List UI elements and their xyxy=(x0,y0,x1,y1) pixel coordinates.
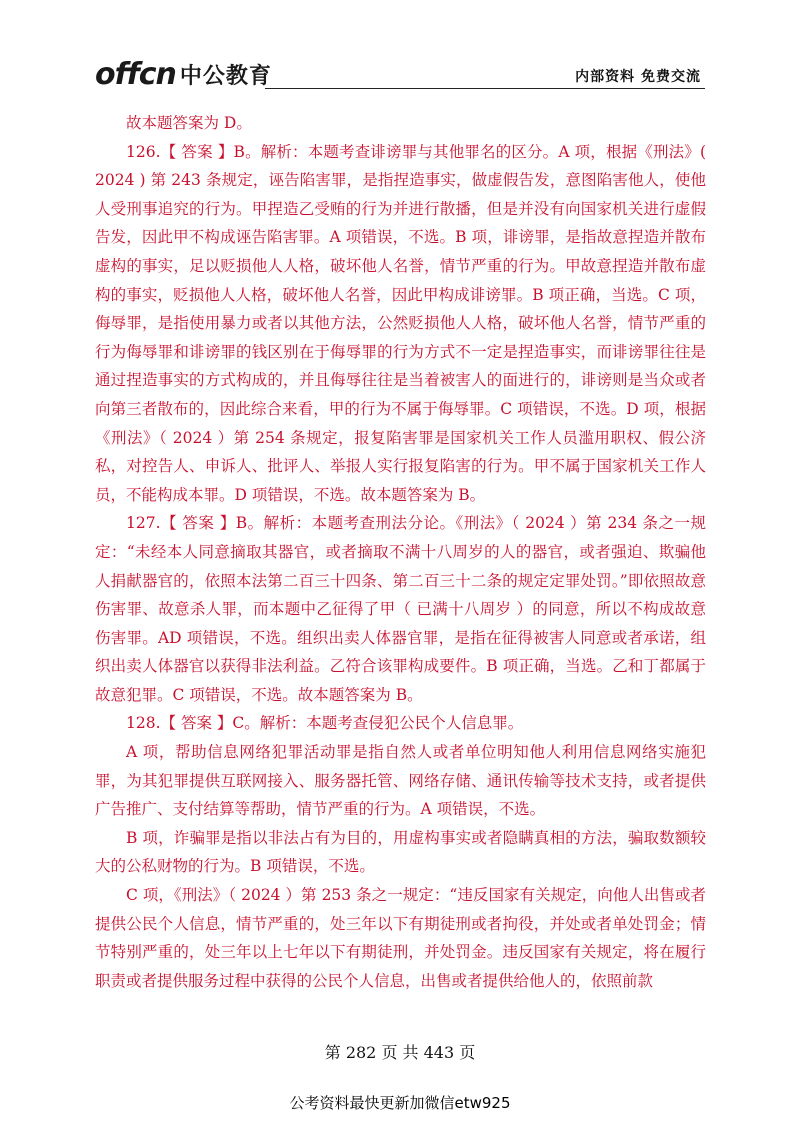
header-rule xyxy=(265,88,705,89)
paragraph-6: C 项，《刑法》（ 2024 ）第 253 条之一规定：“违反国家有关规定，向他人出售或者提供公民个人信息，情节严重的，处三年以下有期徒刑或者拘役，并处或者单处罚金；情节特别严重的，处三年以上七年以下有期徒刑，并处罚金。违反国家有关规定，将在履行职责或者提供服务过程中获得的公民个人信息，出售或者提供给他人的，依照前款 xyxy=(95,886,706,990)
paragraph-0: 故本题答案为 D。 xyxy=(126,114,252,132)
paragraph-5: B 项，诈骗罪是指以非法占有为目的，用虚构事实或者隐瞒真相的方法，骗取数额较大的公私财物的行为。B 项错误，不选。 xyxy=(95,828,706,876)
page-header xyxy=(95,56,705,90)
paragraph-2: 127.【 答案 】B。解析：本题考查刑法分论。《刑法》（ 2024 ）第 234 条之一规定：“未经本人同意摘取其器官，或者摘取不满十八周岁的人的器官，或者强迫、欺骗他人捐献器官的，依照本法第二百三十四条、第二百三十二条的规定定罪处罚。”即依照故意伤害罪、故意杀人罪，而本题中乙征得了甲（ 已满十八周岁 ）的同意，所以不构成故意伤害罪。AD 项错误，不选。组织出卖人体器官罪，是指在征得被害人同意或者承诺，组织出卖人体器官以获得非法利益。乙符合该罪构成要件。B 项正确，当选。乙和丁都属于故意犯罪。C 项错误，不选。故本题答案为 B。 xyxy=(95,514,706,704)
offcn-logo xyxy=(95,56,272,90)
footer-note: 公考资料最快更新加微信etw925 xyxy=(289,1094,511,1112)
logo-latin-text: offcn xyxy=(95,57,176,92)
paragraph-3: 128.【 答案 】C。解析：本题考查侵犯公民个人信息罪。 xyxy=(126,714,524,733)
header-tag: 内部资料 免费交流 xyxy=(575,69,701,85)
paragraph-1: 126.【 答案 】B。解析：本题考查诽谤罪与其他罪名的区分。A 项，根据《刑法》( 2024 ) 第 243 条规定，诬告陷害罪，是指捏造事实，做虚假告发，意图陷害他人，使他人受刑事追究的行为。甲捏造乙受贿的行为并进行散播，但是并没有向国家机关进行虚假告发，因此甲不构成诬告陷害罪。A 项错误，不选。B 项，诽谤罪，是指故意捏造并散布虚构的事实，足以贬损他人人格，破坏他人名誉，情节严重的行为。甲故意捏造并散布虚构的事实，贬损他人人格，破坏他人名誉，因此甲构成诽谤罪。B 项正确，当选。C 项，侮辱罪，是指使用暴力或者以其他方法，公然贬损他人人格，破坏他人名誉，情节严重的行为侮辱罪和诽谤罪的钱区别在于侮辱罪的行为方式不一定是捏造事实，而诽谤罪往往是通过捏造事实的方式构成的，并且侮辱往往是当着被害人的面进行的，诽谤则是当众或者向第三者散布的，因此综合来看，甲的行为不属于侮辱罪。C 项错误，不选。D 项，根据《刑法》（ 2024 ）第 254 条规定，报复陷害罪是国家机关工作人员滥用职权、假公济私，对控告人、申诉人、批评人、举报人实行报复陷害的行为。甲不属于国家机关工作人员，不能构成本罪。D 项错误，不选。故本题答案为 B。 xyxy=(95,142,706,504)
page-number: 第 282 页 共 443 页 xyxy=(324,1043,476,1062)
logo-chinese-text: 中公教育 xyxy=(179,64,272,89)
paragraph-4: A 项，帮助信息网络犯罪活动罪是指自然人或者单位明知他人利用信息网络实施犯罪，为其犯罪提供互联网接入、服务器托管、网络存储、通讯传输等技术支持，或者提供广告推广、支付结算等帮助，情节严重的行为。A 项错误，不选。 xyxy=(95,743,706,819)
document-body xyxy=(95,109,706,995)
